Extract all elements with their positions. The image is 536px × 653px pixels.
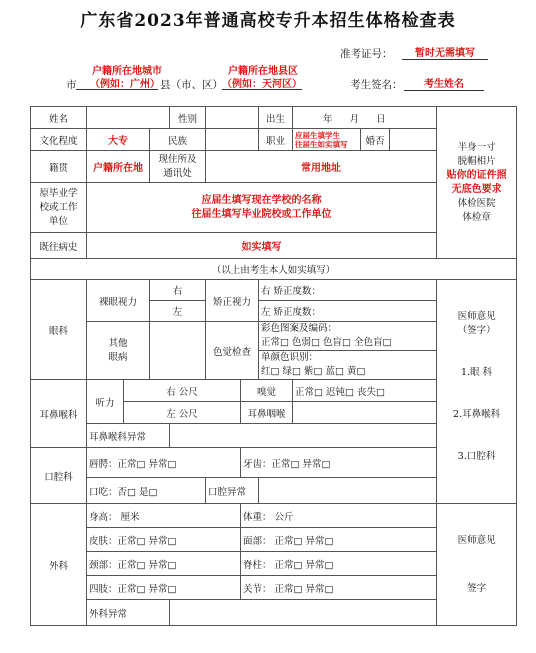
color-pattern-options: 正常□ 色弱□ 色盲□ 全色盲□ xyxy=(261,337,392,348)
throat-field[interactable] xyxy=(293,402,437,424)
ent-abnormal-field[interactable] xyxy=(170,424,437,448)
weight-field[interactable]: 体重： 公斤 xyxy=(241,504,437,528)
city-hint-1: 户籍所在地城市 xyxy=(92,66,162,77)
smell-field[interactable]: 正常□ 迟钝□ 丧失□ xyxy=(293,380,437,402)
surgery-doctor-opinion-label: 医师意见 xyxy=(457,534,496,546)
doctor-eye-label: 1.眼 科 xyxy=(461,367,493,378)
other-eye-label-1: 其他 xyxy=(108,337,128,349)
school-label-3: 单位 xyxy=(48,215,68,227)
school-value-2: 往届生填写毕业院校或工作单位 xyxy=(191,208,332,220)
ent-abnormal-label: 耳鼻喉科异常 xyxy=(87,424,170,448)
doctor-opinion-box[interactable] xyxy=(437,280,517,504)
hearing-left-field[interactable]: 左 公尺 xyxy=(124,402,241,424)
marriage-label: 婚否 xyxy=(361,129,390,151)
photo-hint-5: 体检医院 xyxy=(457,197,496,209)
county-hint-1: 户籍所在地县区 xyxy=(228,66,298,77)
other-eye-label-2: 眼病 xyxy=(108,351,128,363)
doctor-ent-label: 2.耳鼻喉科 xyxy=(453,409,501,420)
photo-hint-3: 贴你的证件照 xyxy=(446,169,507,181)
throat-label: 耳鼻咽喉 xyxy=(241,402,293,424)
gender-field[interactable] xyxy=(206,107,259,129)
surgery-doctor-sign-label: 签字 xyxy=(467,582,487,594)
spine-field[interactable]: 脊柱： 正常□ 异常□ xyxy=(241,552,437,576)
face-field[interactable]: 面部： 正常□ 异常□ xyxy=(241,528,437,552)
gender-label: 性别 xyxy=(170,107,206,129)
hearing-label: 听力 xyxy=(87,380,124,424)
occupation-label: 职业 xyxy=(259,129,293,151)
photo-hint-6: 体检章 xyxy=(462,211,491,223)
school-label-2: 校或工作 xyxy=(39,201,78,213)
oral-section-label: 口腔科 xyxy=(31,448,87,504)
photo-hint-1: 半身一寸 xyxy=(457,141,496,153)
birth-field[interactable] xyxy=(293,107,437,129)
school-value-1: 应届生填写现在学校的名称 xyxy=(201,194,322,206)
year-label: 年 xyxy=(323,113,333,125)
address-label xyxy=(150,151,206,183)
height-field[interactable]: 身高： 厘米 xyxy=(87,504,241,528)
county-hint-2: （例如：天河区） xyxy=(222,79,302,90)
doctor-opinion-label: 医师意见 xyxy=(457,311,496,322)
history-field[interactable]: 如实填写 xyxy=(87,233,437,259)
county-label: 县（市、区） xyxy=(160,79,223,91)
oral-abnormal-label: 口腔异常 xyxy=(206,478,259,504)
school-label xyxy=(31,183,87,233)
form-title: 广东省2023年普通高校专升本招生体格检查表 xyxy=(80,11,456,31)
doctor-sign-label: （签字） xyxy=(457,325,496,336)
eye-section-label: 眼科 xyxy=(31,280,87,380)
occupation-value-1: 应届生填学生 xyxy=(295,130,341,140)
city-hint-2: （例如：广州） xyxy=(90,79,160,90)
corrected-vision-label: 矫正视力 xyxy=(206,280,259,322)
single-color-options: 红□ 绿□ 紫□ 蓝□ 黄□ xyxy=(261,366,366,377)
surgery-doctor-box[interactable] xyxy=(437,504,517,626)
left-corrected-field[interactable]: 左 矫正度数： xyxy=(259,301,437,322)
education-field[interactable]: 大专 xyxy=(87,129,150,151)
right-corrected-field[interactable]: 右 矫正度数： xyxy=(259,280,437,301)
birth-label: 出生 xyxy=(259,107,293,129)
neck-field[interactable]: 颈部：正常□ 异常□ xyxy=(87,552,241,576)
exam-no-field[interactable]: 暂时无需填写 xyxy=(402,44,488,60)
name-field[interactable] xyxy=(87,107,170,129)
month-label: 月 xyxy=(349,113,360,125)
single-color-field[interactable] xyxy=(259,351,437,380)
surgery-abnormal-label: 外科异常 xyxy=(87,600,170,626)
oral-abnormal-field[interactable] xyxy=(259,478,437,504)
ent-section-label: 耳鼻喉科 xyxy=(31,380,87,448)
ethnicity-label: 民族 xyxy=(150,129,206,151)
photo-hint-2: 脱帽相片 xyxy=(457,155,496,167)
limbs-field[interactable]: 四肢：正常□ 异常□ xyxy=(87,576,241,600)
surgery-section-label: 外科 xyxy=(31,504,87,626)
school-label-1: 原毕业学 xyxy=(39,187,78,199)
name-label: 姓名 xyxy=(31,107,87,129)
county-field[interactable] xyxy=(222,88,302,90)
surgery-abnormal-field[interactable] xyxy=(170,600,437,626)
naked-right-label: 右 xyxy=(150,280,206,301)
single-color-label: 单颜色识别： xyxy=(261,352,319,363)
teeth-field[interactable]: 牙齿：正常□ 异常□ xyxy=(241,448,437,478)
smell-label: 嗅觉 xyxy=(241,380,293,402)
address-label-1: 现住所及 xyxy=(158,153,197,165)
other-eye-label xyxy=(87,322,150,380)
color-pattern-field[interactable] xyxy=(259,322,437,351)
hearing-right-field[interactable]: 右 公尺 xyxy=(124,380,241,402)
skin-field[interactable]: 皮肤：正常□ 异常□ xyxy=(87,528,241,552)
occupation-value-2: 往届生如实填写 xyxy=(295,139,348,149)
naked-vision-label: 裸眼视力 xyxy=(87,280,150,322)
marriage-field[interactable] xyxy=(390,129,437,151)
address-field[interactable]: 常用地址 xyxy=(206,151,437,183)
sign-label: 考生签名： xyxy=(350,79,403,91)
native-field[interactable]: 户籍所在地 xyxy=(87,151,150,183)
ethnicity-field[interactable] xyxy=(206,129,259,151)
history-label: 既往病史 xyxy=(31,233,87,259)
lips-field[interactable]: 唇腭：正常□ 异常□ xyxy=(87,448,241,478)
stutter-field[interactable]: 口吃：否□ 是□ xyxy=(87,478,206,504)
naked-left-label: 左 xyxy=(150,301,206,322)
education-label: 文化程度 xyxy=(31,129,87,151)
sign-field[interactable]: 考生姓名 xyxy=(404,75,484,91)
day-label: 日 xyxy=(376,113,386,125)
color-pattern-label: 彩色图案及编码： xyxy=(261,323,338,334)
photo-box[interactable] xyxy=(437,107,517,259)
city-label: 市 xyxy=(66,79,77,91)
doctor-oral-label: 3.口腔科 xyxy=(457,451,496,462)
exam-no-label: 准考证号： xyxy=(340,48,393,60)
address-label-2: 通讯处 xyxy=(163,167,192,179)
joints-field[interactable]: 关节： 正常□ 异常□ xyxy=(241,576,437,600)
color-check-label: 色觉检查 xyxy=(206,322,259,380)
self-fill-note: （以上由考生本人如实填写） xyxy=(31,259,517,280)
occupation-field[interactable] xyxy=(293,129,361,151)
native-label: 籍贯 xyxy=(31,151,87,183)
city-field[interactable] xyxy=(76,88,158,90)
other-eye-field[interactable] xyxy=(150,322,206,380)
exam-form-table xyxy=(30,106,517,626)
photo-hint-4: 无底色要求 xyxy=(451,183,502,195)
school-field[interactable] xyxy=(87,183,437,233)
